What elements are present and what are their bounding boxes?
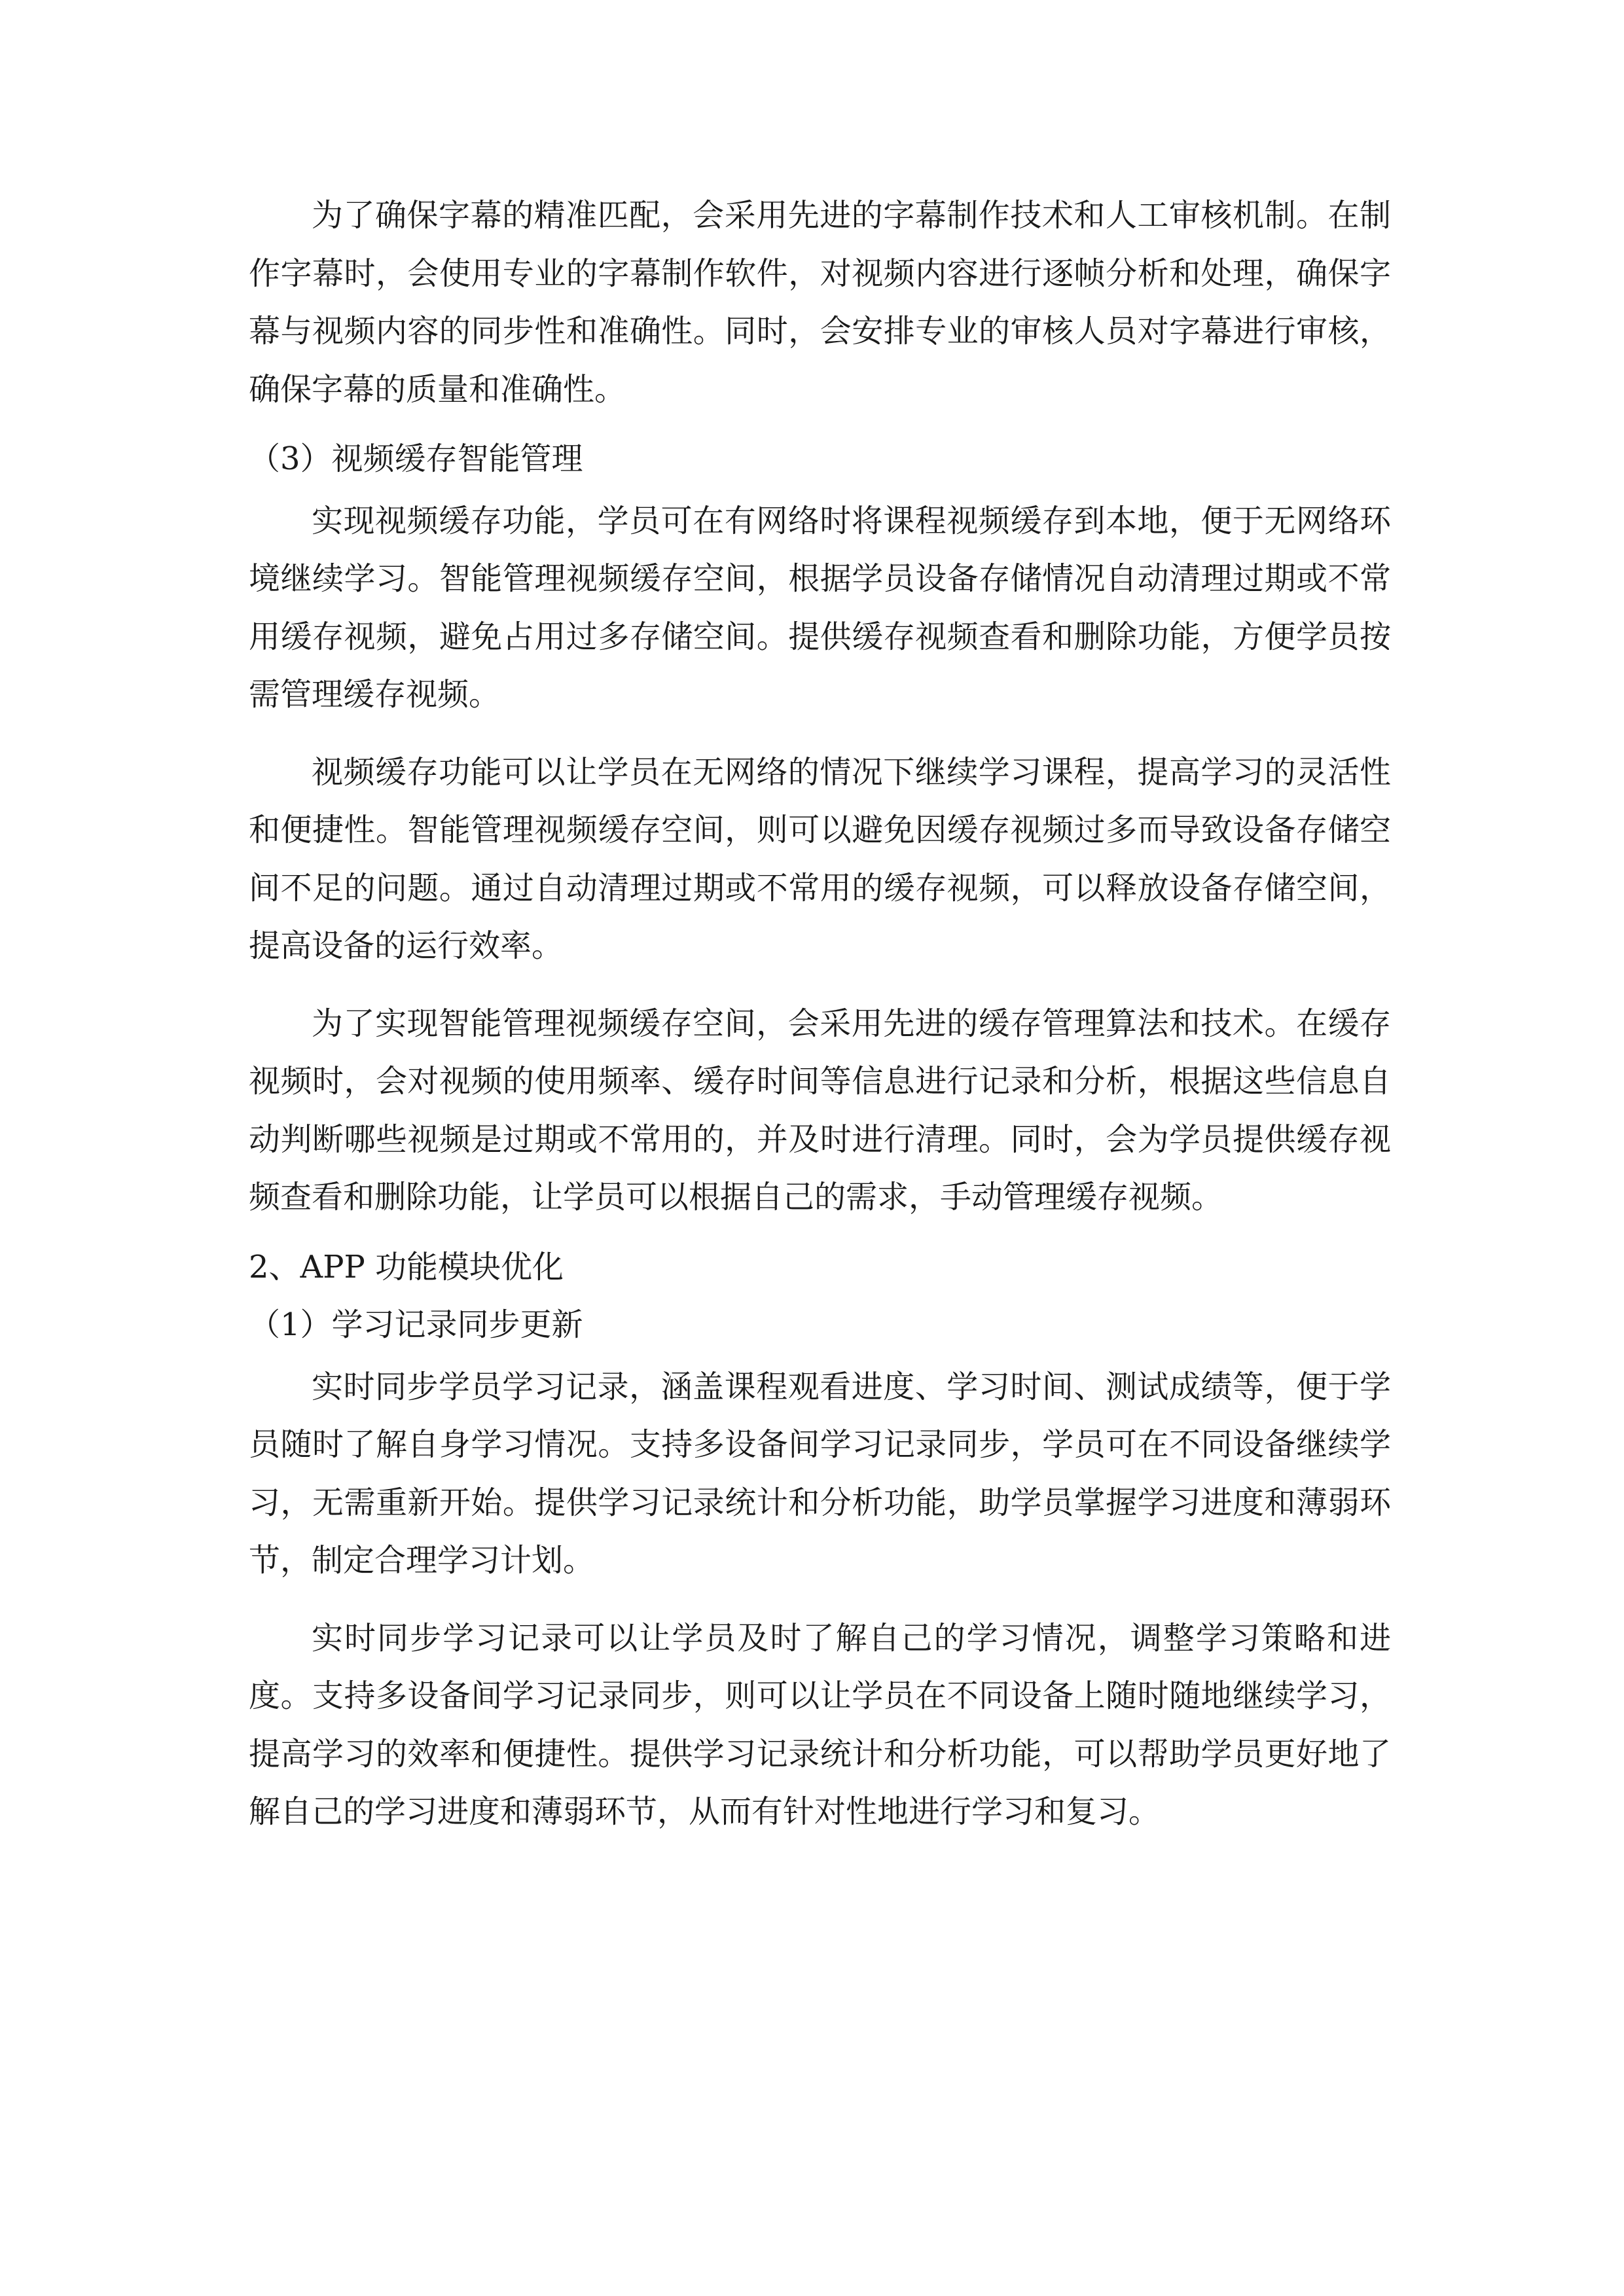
paragraph-record-sync-feature: 实时同步学员学习记录，涵盖课程观看进度、学习时间、测试成绩等，便于学员随时了解自身学习情况。支持多设备间学习记录同步，学员可在不同设备继续学习，无需重新开始。提供学习记录统计和分析功能，助学员掌握学习进度和薄弱环节，制定合理学习计划。 xyxy=(249,1368,1391,1579)
heading-app-module-optimization: 2、APP 功能模块优化 xyxy=(249,1248,564,1285)
heading-video-cache: （3）视频缓存智能管理 xyxy=(249,440,583,477)
paragraph-cache-benefit: 视频缓存功能可以让学员在无网络的情况下继续学习课程，提高学习的灵活性和便捷性。智能管理视频缓存空间，则可以避免因缓存视频过多而导致设备存储空间不足的问题。通过自动清理过期或不常用的缓存视频，可以释放设备存储空间，提高设备的运行效率。 xyxy=(249,753,1391,964)
paragraph-subtitle-matching: 为了确保字幕的精准匹配，会采用先进的字幕制作技术和人工审核机制。在制作字幕时，会使用专业的字幕制作软件，对视频内容进行逐帧分析和处理，确保字幕与视频内容的同步性和准确性。同时，会安排专业的审核人员对字幕进行审核，确保字幕的质量和准确性。 xyxy=(249,197,1391,408)
paragraph-record-sync-benefit: 实时同步学习记录可以让学员及时了解自己的学习情况，调整学习策略和进度。支持多设备间学习记录同步，则可以让学员在不同设备上随时随地继续学习，提高学习的效率和便捷性。提供学习记录统计和分析功能，可以帮助学员更好地了解自己的学习进度和薄弱环节，从而有针对性地进行学习和复习。 xyxy=(249,1619,1391,1830)
document-page xyxy=(249,187,1391,1841)
heading-learning-record-sync: （1）学习记录同步更新 xyxy=(249,1306,583,1343)
paragraph-cache-feature: 实现视频缓存功能，学员可在有网络时将课程视频缓存到本地，便于无网络环境继续学习。智能管理视频缓存空间，根据学员设备存储情况自动清理过期或不常用缓存视频，避免占用过多存储空间。提供缓存视频查看和删除功能，方便学员按需管理缓存视频。 xyxy=(249,502,1391,713)
paragraph-cache-algorithm: 为了实现智能管理视频缓存空间，会采用先进的缓存管理算法和技术。在缓存视频时，会对视频的使用频率、缓存时间等信息进行记录和分析，根据这些信息自动判断哪些视频是过期或不常用的，并及时进行清理。同时，会为学员提供缓存视频查看和删除功能，让学员可以根据自己的需求，手动管理缓存视频。 xyxy=(249,1005,1391,1215)
